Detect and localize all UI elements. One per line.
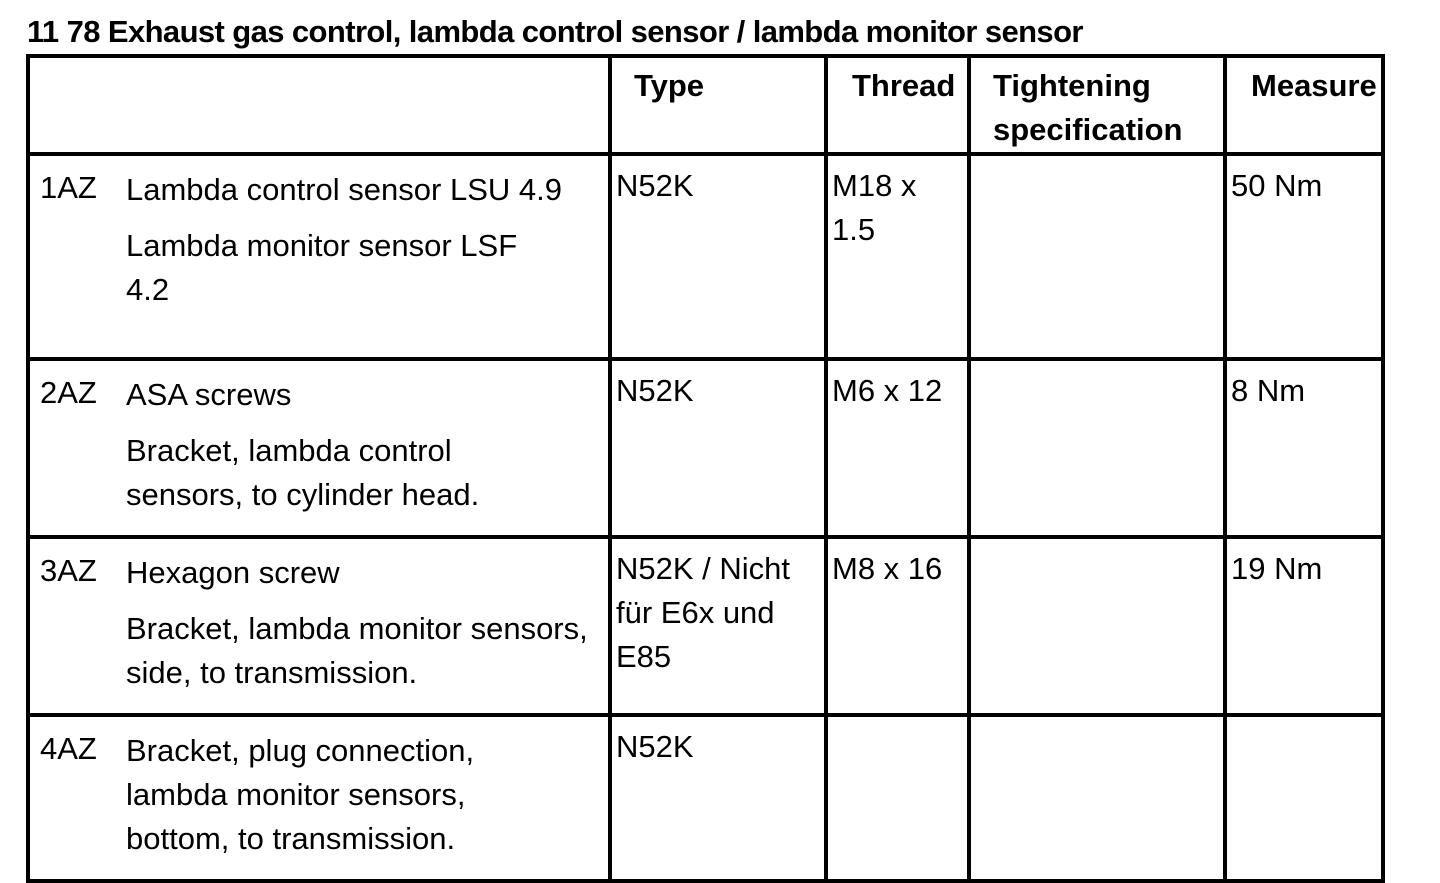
item-number: 2AZ [40, 375, 97, 410]
description-line: Bracket, plug connection, lambda monitor sensors, bottom, to transmission. [126, 733, 475, 856]
description-line: Lambda control sensor LSU 4.9 [126, 172, 562, 207]
type-cell: N52K [610, 715, 826, 881]
description-line: ASA screws [126, 377, 292, 412]
header-type: Type [610, 56, 826, 154]
type-cell [610, 537, 826, 715]
item-number: 1AZ [40, 170, 97, 205]
tightening-cell [969, 154, 1225, 359]
header-measure: Measure [1225, 56, 1383, 154]
description-cell [28, 537, 610, 715]
table-row [28, 537, 1383, 715]
header-tightening-specification: Tightening specification [969, 56, 1225, 154]
type-cell: N52K [610, 154, 826, 359]
item-number: 4AZ [40, 731, 97, 766]
table-row [28, 359, 1383, 537]
measure-cell: 50 Nm [1225, 154, 1383, 359]
header-row [28, 56, 1383, 154]
tightening-cell [969, 359, 1225, 537]
thread-cell: M8 x 16 [826, 537, 969, 715]
thread-cell: M6 x 12 [826, 359, 969, 537]
header-thread: Thread [826, 56, 969, 154]
tightening-cell [969, 715, 1225, 881]
table-row [28, 154, 1383, 359]
item-number: 3AZ [40, 553, 97, 588]
description-line: Bracket, lambda monitor sensors, side, to transmission. [126, 611, 588, 690]
measure-cell: 19 Nm [1225, 537, 1383, 715]
thread-cell [826, 154, 969, 359]
thread-value: M18 x 1.5 [832, 168, 917, 247]
description-line: Lambda monitor sensor LSF 4.2 [126, 228, 518, 307]
description-cell [28, 359, 610, 537]
page-title: 11 78 Exhaust gas control, lambda control sensor / lambda monitor sensor [27, 14, 1083, 49]
description-line: Hexagon screw [126, 555, 340, 590]
description-cell [28, 715, 610, 881]
description-line: Bracket, lambda control sensors, to cylinder head. [126, 433, 480, 512]
thread-cell [826, 715, 969, 881]
type-cell: N52K [610, 359, 826, 537]
measure-cell [1225, 715, 1383, 881]
header-description [28, 56, 610, 154]
table-row [28, 715, 1383, 881]
torque-spec-table [26, 54, 1385, 883]
type-value: N52K / Nicht für E6x und E85 [616, 551, 791, 674]
measure-cell: 8 Nm [1225, 359, 1383, 537]
tightening-cell [969, 537, 1225, 715]
description-cell [28, 154, 610, 359]
